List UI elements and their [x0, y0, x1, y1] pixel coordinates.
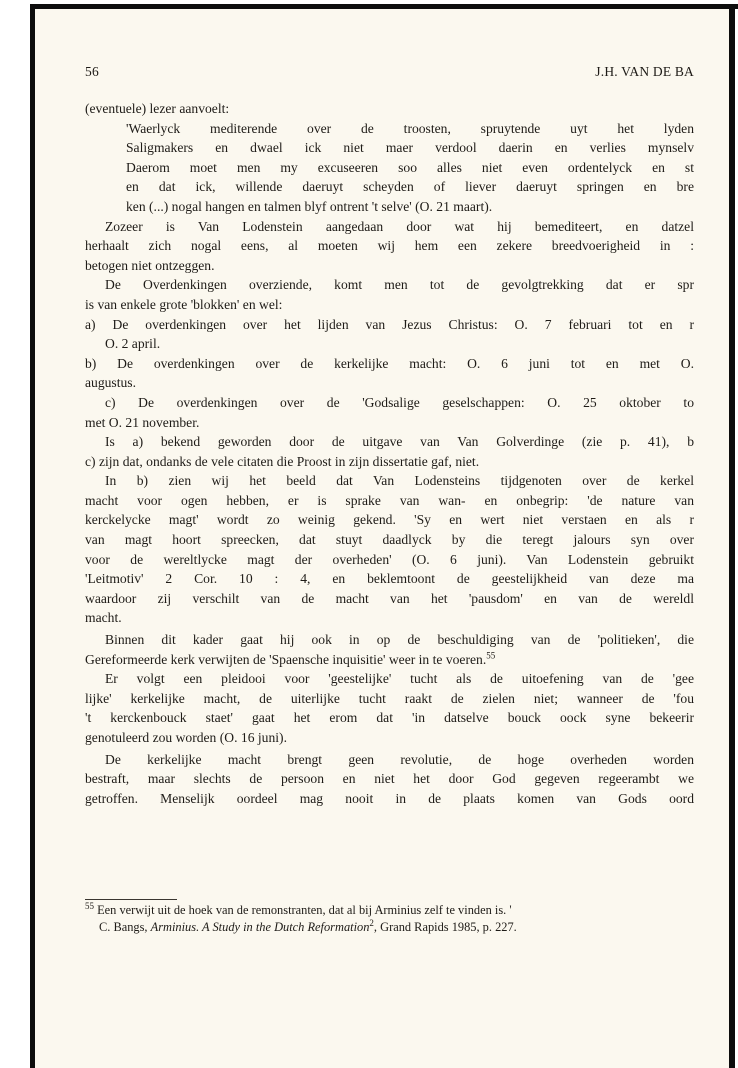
text-line: [85, 295, 694, 315]
text-line: [85, 373, 694, 393]
text-line: [85, 236, 694, 256]
text-line: [85, 217, 694, 237]
text-line-content: kerckelycke magt' wordt zo weinig gekend. 'Sy en wert niet verstaen en als r: [85, 512, 694, 528]
text-line-content: Er volgt een pleidooi voor 'geestelijke' tucht als de uitoefening van de 'gee: [105, 671, 694, 687]
text-line-content: herhaalt zich nogal eens, al moeten wij hem een zekere breedvoerigheid in :: [85, 238, 694, 254]
footnote-reference: 55: [486, 650, 496, 661]
text-line: [85, 354, 694, 374]
text-line-content: De kerkelijke macht brengt geen revolutie, de hoge overheden worden: [105, 751, 694, 767]
text-line: [85, 510, 694, 530]
text-line-content: en dat ick, willende daeruyt scheyden of liever daeruyt springen en bre: [126, 179, 694, 195]
text-line-content: voor de wereltlycke magt der overheden' (O. 6 juni). Van Lodenstein gebruikt: [85, 551, 694, 567]
text-line-content: macht voor ogen hebben, er is sprake van wan- en onbegrip: 'de nature van: [85, 492, 694, 508]
text-line: [85, 608, 694, 628]
running-head: J.H. VAN DE BA: [595, 64, 694, 79]
text-line-content: b) De overdenkingen over de kerkelijke macht: O. 6 juni tot en met O.: [85, 355, 694, 371]
text-line: [85, 491, 694, 511]
text-line: [85, 650, 694, 670]
text-line-content: van magt hoort spreecken, dat stuyt daadlyck by die teregt jalours syn over: [85, 532, 694, 548]
text-line-content: c) De overdenkingen over de 'Godsalige geselschappen: O. 25 oktober to: [105, 394, 694, 410]
text-line: [85, 769, 694, 789]
text-line: [85, 789, 694, 809]
text-line-content: Binnen dit kader gaat hij ook in op de beschuldiging van de 'politieken', die: [105, 632, 694, 648]
text-line-content: met O. 21 november.: [85, 414, 200, 430]
text-line-content: macht.: [85, 610, 122, 626]
text-line: [85, 669, 694, 689]
text-line-content: augustus.: [85, 375, 136, 391]
text-line: [85, 275, 694, 295]
text-line-content: Gereformeerde kerk verwijten de 'Spaensche inquisitie' weer in te voeren.: [85, 651, 487, 667]
text-line: [85, 530, 694, 550]
text-line-content: 't kerckenbouck staet' gaat het erom dat 'in datselve bouck oock syne bekeerir: [85, 710, 694, 726]
text-line-content: getroffen. Menselijk oordeel mag nooit in de plaats komen van Gods oord: [85, 790, 694, 806]
text-line-content: Zozeer is Van Lodenstein aangedaan door wat hij bemediteert, en datzel: [105, 218, 694, 234]
page-number: 56: [85, 64, 99, 79]
text-line: [85, 315, 694, 335]
footnote-edition: 2: [369, 917, 374, 928]
footnote-mark: 55: [85, 902, 94, 911]
text-line-content: Daerom moet men my excuseeren soo alles niet even ordentelyck en st: [126, 159, 694, 175]
text-line: [85, 197, 694, 217]
footnote-rule: [85, 899, 177, 900]
text-line: [85, 432, 694, 452]
footnote-imprint: , Grand Rapids 1985, p. 227.: [373, 920, 517, 934]
footnote: [85, 902, 694, 942]
text-line-content: waardoor zij verschilt van de macht van het 'pausdom' en van de wereldl: [85, 590, 694, 606]
body-text: [85, 99, 694, 879]
text-line-content: ken (...) nogal hangen en talmen blyf ontrent 't selve' (O. 21 maart).: [126, 198, 493, 214]
text-line: [85, 99, 694, 119]
scan-border-right: [729, 4, 735, 1068]
text-line-content: In b) zien wij het beeld dat Van Lodensteins tijdgenoten over de kerkel: [105, 473, 694, 489]
text-line: [85, 728, 694, 748]
text-line-content: lijke' kerkelijke macht, de uiterlijke tucht raakt de zielen niet; wanneer de 'fou: [85, 690, 694, 706]
text-line-content: 'Leitmotiv' 2 Cor. 10 : 4, en beklemtoont de geestelijkheid van deze ma: [85, 571, 694, 587]
text-line-content: a) De overdenkingen over het lijden van Jezus Christus: O. 7 februari tot en r: [85, 316, 694, 332]
footnote-text: Een verwijt uit de hoek van de remonstranten, dat al bij Arminius zelf te vinden is. ': [97, 903, 512, 917]
page-header: [85, 64, 694, 84]
text-line: [85, 177, 694, 197]
text-line-content: genotuleerd zou worden (O. 16 juni).: [85, 730, 287, 745]
text-line: [85, 119, 694, 139]
text-line-content: Is a) bekend geworden door de uitgave van Van Golverdinge (zie p. 41), b: [105, 434, 694, 450]
text-line: [85, 689, 694, 709]
text-line: [85, 452, 694, 472]
text-line: [85, 413, 694, 433]
footnote-book-title: Arminius. A Study in the Dutch Reformation: [150, 920, 370, 934]
text-line: [85, 471, 694, 491]
text-line-content: betogen niet ontzeggen.: [85, 257, 215, 273]
text-line-content: (eventuele) lezer aanvoelt:: [85, 101, 230, 116]
text-line: [85, 393, 694, 413]
text-line-content: is van enkele grote 'blokken' en wel:: [85, 296, 283, 312]
footnote-line-2: [85, 919, 694, 936]
text-line-content: c) zijn dat, ondanks de vele citaten die Proost in zijn dissertatie gaf, niet.: [85, 453, 480, 469]
text-line: [85, 750, 694, 770]
text-line: [85, 569, 694, 589]
text-line: [85, 256, 694, 276]
text-line: [85, 589, 694, 609]
text-line-content: De Overdenkingen overziende, komt men tot de gevolgtrekking dat er spr: [105, 277, 694, 293]
text-line-content: O. 2 april.: [105, 336, 161, 352]
text-line-content: 'Waerlyck mediterende over de troosten, spruytende uyt het lyden: [126, 120, 694, 136]
text-line-content: Saligmakers en dwael ick niet maer verdool daerin en verlies mynselv: [126, 140, 694, 156]
text-line-content: bestraft, maar slechts de persoon en niet het door God gegeven regeerambt we: [85, 771, 694, 787]
text-line: [85, 550, 694, 570]
footnote-author: C. Bangs,: [99, 920, 151, 934]
text-line: [85, 158, 694, 178]
text-line: [85, 630, 694, 650]
text-line: [85, 138, 694, 158]
footnote-line-1: [85, 902, 694, 919]
text-line: [85, 334, 694, 354]
text-line: [85, 708, 694, 728]
